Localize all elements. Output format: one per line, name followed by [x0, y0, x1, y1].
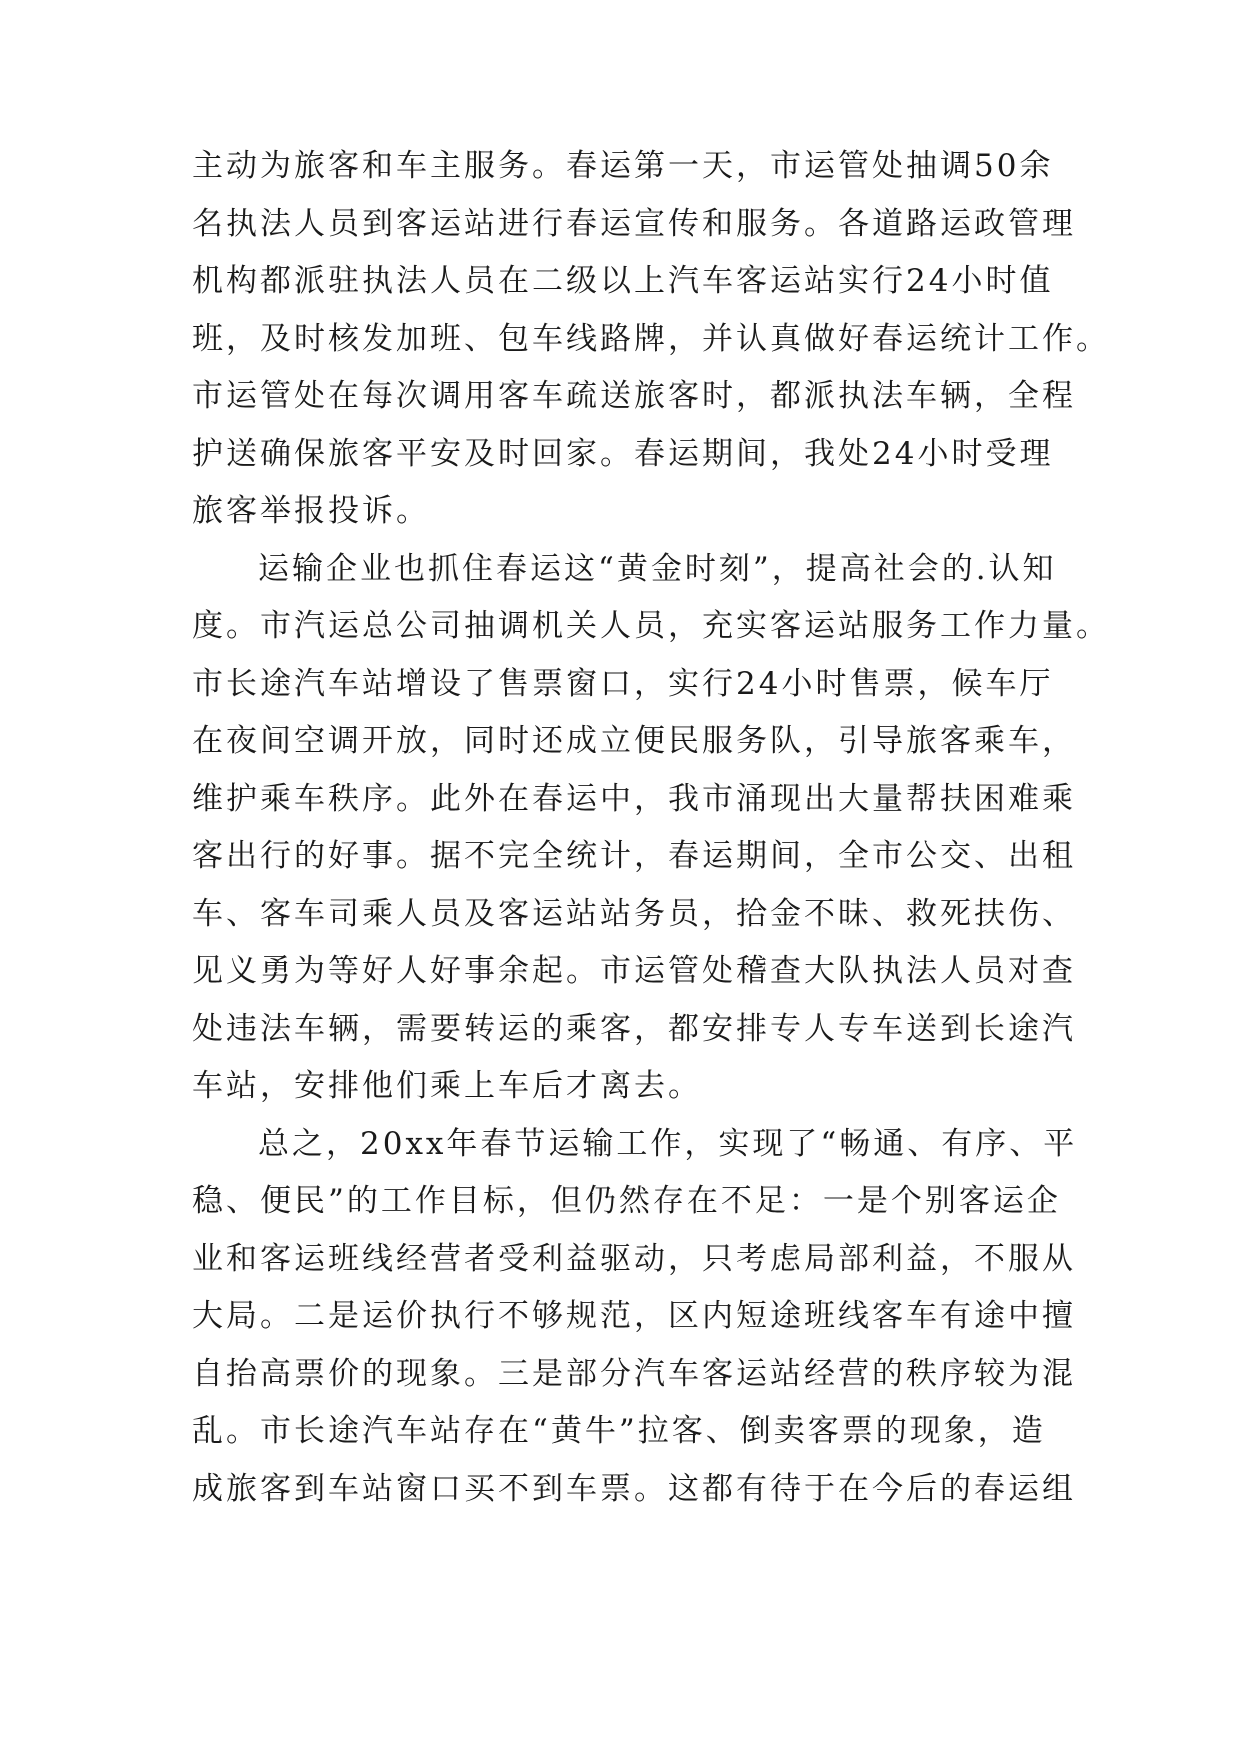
text-line-3: 机构都派驻执法人员在二级以上汽车客运站实行24小时值 — [192, 263, 1054, 299]
text-line-23: 乱。市长途汽车站存在“黄牛”拉客、倒卖客票的现象，造 — [192, 1413, 1046, 1449]
text-line-12: 维护乘车秩序。此外在春运中，我市涌现出大量帮扶困难乘 — [192, 780, 1076, 817]
document-body — [192, 138, 1110, 1518]
text-line-2: 名执法人员到客运站进行春运宣传和服务。各道路运政管理 — [192, 205, 1076, 242]
text-line-6: 护送确保旅客平安及时回家。春运期间，我处24小时受理 — [192, 435, 1054, 472]
text-line-21: 大局。二是运价执行不够规范，区内短途班线客车有途中擅 — [192, 1298, 1076, 1334]
text-line-5: 市运管处在每次调用客车疏送旅客时，都派执法车辆，全程 — [192, 378, 1076, 414]
text-line-4: 班，及时核发加班、包车线路牌，并认真做好春运统计工作。 — [192, 320, 1110, 357]
text-line-7: 旅客举报投诉。 — [192, 493, 430, 529]
text-line-19: 稳、便民”的工作目标，但仍然存在不足：一是个别客运企 — [192, 1183, 1061, 1219]
text-line-1: 主动为旅客和车主服务。春运第一天，市运管处抽调50余 — [192, 148, 1054, 184]
paragraph-start-line: 总之，20xx年春节运输工作，实现了“畅通、有序、平 — [258, 1125, 1078, 1162]
text-line-22: 自抬高票价的现象。三是部分汽车客运站经营的秩序较为混 — [192, 1355, 1076, 1392]
text-line-15: 见义勇为等好人好事余起。市运管处稽查大队执法人员对查 — [192, 953, 1076, 989]
text-line-24: 成旅客到车站窗口买不到车票。这都有待于在今后的春运组 — [192, 1470, 1076, 1507]
text-line-14: 车、客车司乘人员及客运站站务员，拾金不昧、救死扶伤、 — [192, 895, 1076, 932]
text-line-20: 业和客运班线经营者受利益驱动，只考虑局部利益，不服从 — [192, 1240, 1076, 1277]
text-line-9: 度。市汽运总公司抽调机关人员，充实客运站服务工作力量。 — [192, 608, 1110, 644]
text-line-16: 处违法车辆，需要转运的乘客，都安排专人专车送到长途汽 — [192, 1010, 1076, 1047]
text-line-13: 客出行的好事。据不完全统计，春运期间，全市公交、出租 — [192, 838, 1076, 874]
text-line-17: 车站，安排他们乘上车后才离去。 — [192, 1068, 702, 1104]
text-line-10: 市长途汽车站增设了售票窗口，实行24小时售票，候车厅 — [192, 665, 1054, 702]
paragraph-start-line: 运输企业也抓住春运这“黄金时刻”，提高社会的.认知 — [258, 550, 1057, 587]
text-line-11: 在夜间空调开放，同时还成立便民服务队，引导旅客乘车， — [192, 723, 1076, 759]
